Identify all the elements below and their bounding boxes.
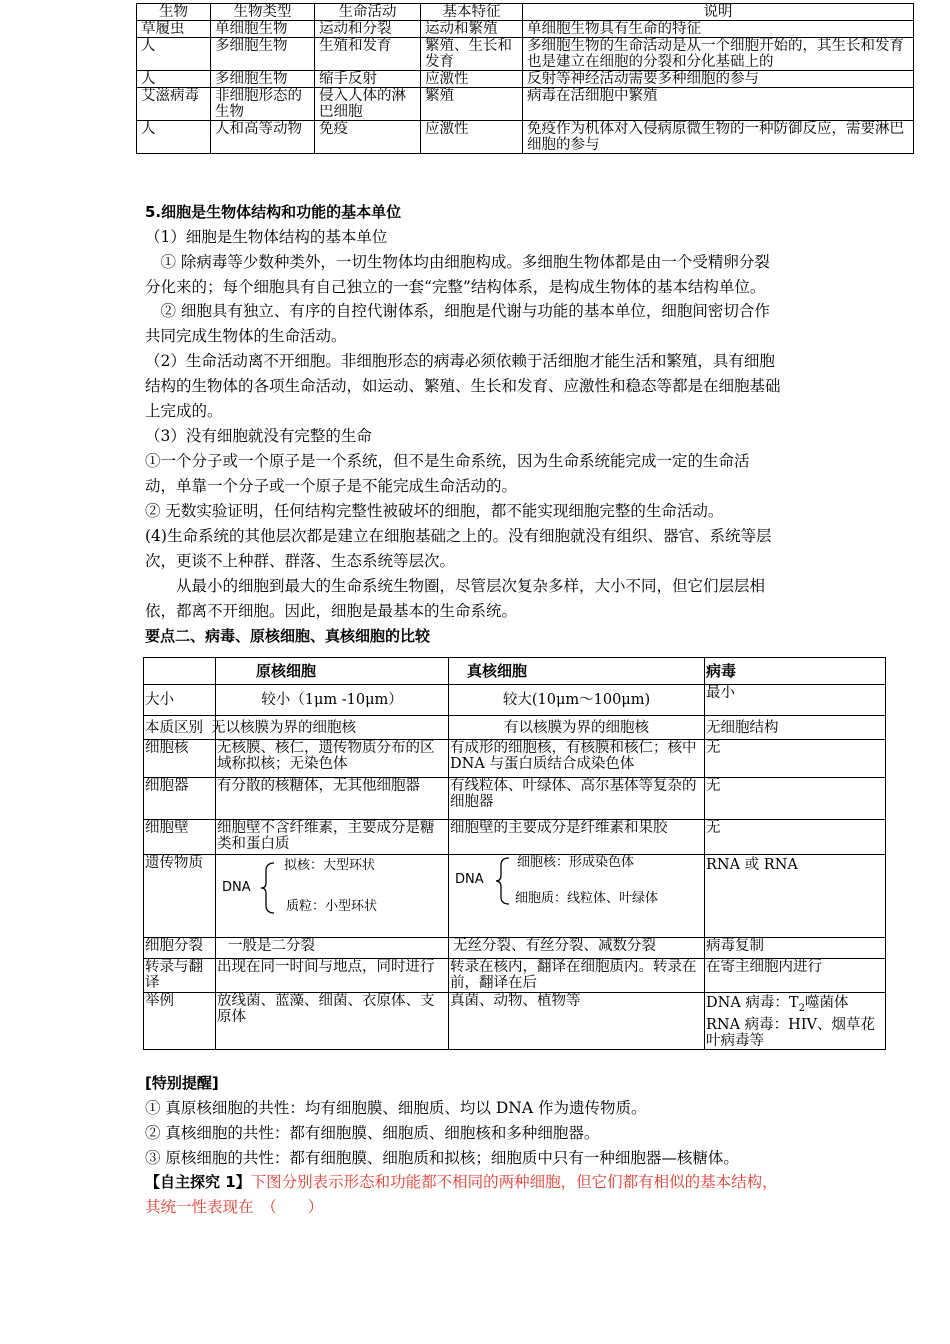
paragraph-line: 依，都离不开细胞。因此，细胞是最基本的生命系统。: [145, 602, 518, 620]
header-organism: 生物: [137, 4, 211, 21]
cell: 出现在同一时间与地点，同时进行: [216, 959, 449, 993]
paragraph-line: ①一个分子或一个原子是一个系统，但不是生命系统，因为生命系统能完成一定的生命活: [145, 452, 750, 470]
cell: 病毒在活细胞中繁殖: [523, 88, 914, 121]
header-eukaryote: 真核细胞: [449, 658, 705, 685]
header-note: 说明: [523, 4, 914, 21]
cell: 无丝分裂、有丝分裂、减数分裂: [449, 938, 705, 959]
cell: 真菌、动物、植物等: [449, 993, 705, 1050]
cell: 应激性: [421, 121, 523, 154]
cell: 多细胞生物: [211, 71, 315, 88]
cell: 无: [705, 820, 886, 855]
cell: 有分散的核糖体，无其他细胞器: [216, 778, 449, 820]
paragraph-line: ① 除病毒等少数种类外，一切生物体均由细胞构成。多细胞生物体都是由一个受精卵分裂: [145, 253, 770, 271]
table-row: [144, 820, 886, 855]
row-label: 转录与翻译: [144, 959, 216, 993]
header-virus: 病毒: [705, 658, 886, 685]
paragraph-line: 结构的生物体的各项生命活动，如运动、繁殖、生长和发育、应激性和稳态等都是在细胞基础: [145, 377, 781, 395]
row-label: 细胞器: [144, 778, 216, 820]
cell: 侵入人体的淋巴细胞: [315, 88, 421, 121]
cell: 草履虫: [137, 21, 211, 38]
cell: 病毒复制: [705, 938, 886, 959]
nucleus-text: 细胞核：形成染色体: [517, 855, 635, 870]
reminder-line: ③ 原核细胞的共性：都有细胞膜、细胞质和拟核；细胞质中只有一种细胞器—核糖体。: [145, 1149, 739, 1167]
paragraph-line: ② 无数实验证明，任何结构完整性被破坏的细胞，都不能实现细胞完整的生命活动。: [145, 502, 724, 520]
cell: 运动和分裂: [315, 21, 421, 38]
cell: 无以核膜为界的细胞核: [216, 716, 449, 740]
cell: 有成形的细胞核，有核膜和核仁；核中 DNA 与蛋白质结合成染色体: [449, 740, 705, 778]
table-row: [144, 740, 886, 778]
paragraph-line: 共同完成生物体的生命活动。: [145, 327, 347, 345]
cell: 有以核膜为界的细胞核: [449, 716, 705, 740]
cell: 应激性: [421, 71, 523, 88]
paragraph-line: （3）没有细胞就没有完整的生命: [145, 427, 372, 445]
cell: 免疫作为机体对入侵病原微生物的一种防御反应，需要淋巴细胞的参与: [523, 121, 914, 154]
cell: 繁殖: [421, 88, 523, 121]
cell: 转录在核内，翻译在细胞质内。转录在前，翻译在后: [449, 959, 705, 993]
paragraph-line: 从最小的细胞到最大的生命系统生物圈，尽管层次复杂多样，大小不同，但它们层层相: [145, 577, 766, 595]
header-type: 生物类型: [211, 4, 315, 21]
table-row: [137, 21, 914, 38]
diagram-box: [451, 855, 701, 911]
cell: 人: [137, 71, 211, 88]
cytoplasm-text: 细胞质：线粒体、叶绿体: [515, 891, 659, 906]
cell: 较小（1μm -10μm）: [216, 685, 449, 716]
paragraph-line: （1）细胞是生物体结构的基本单位: [145, 228, 388, 246]
cell: 生殖和发育: [315, 38, 421, 71]
cell: 单细胞生物: [211, 21, 315, 38]
table-row: [144, 993, 886, 1050]
table-row: [137, 88, 914, 121]
cell: 多细胞生物: [211, 38, 315, 71]
cell: 人和高等动物: [211, 121, 315, 154]
dna-label: DNA: [455, 872, 484, 887]
diagram-box: [218, 855, 446, 917]
row-label: 细胞壁: [144, 820, 216, 855]
eukaryote-dna-diagram: [449, 855, 705, 938]
reminder-heading: [特别提醒]: [145, 1074, 219, 1092]
header-feature: 基本特征: [421, 4, 523, 21]
cell: 繁殖、生长和发育: [421, 38, 523, 71]
cell: 细胞壁的主要成分是纤维素和果胶: [449, 820, 705, 855]
table-row: [144, 716, 886, 740]
subscript: 2: [798, 1002, 805, 1014]
table-header-row: [144, 658, 886, 685]
explore-label: 【自主探究 1】: [145, 1173, 251, 1191]
cell: 反射等神经活动需要多种细胞的参与: [523, 71, 914, 88]
dna-virus-prefix: DNA 病毒：T: [706, 995, 799, 1011]
row-label: 大小: [144, 685, 216, 716]
header-blank: [144, 658, 216, 685]
table-row: [144, 778, 886, 820]
cell: 运动和繁殖: [421, 21, 523, 38]
dna-label: DNA: [222, 880, 251, 895]
dna-virus-example: [706, 995, 884, 1017]
paragraph-line: 分化来的；每个细胞具有自己独立的一套“完整”结构体系，是构成生物体的基本结构单位。: [145, 278, 766, 296]
section-5-heading: 5.细胞是生物体结构和功能的基本单位: [145, 203, 402, 221]
nucleoid-text: 拟核：大型环状: [284, 858, 376, 873]
cell: 缩手反射: [315, 71, 421, 88]
virus-examples-cell: [705, 993, 886, 1050]
paragraph-line: 次，更谈不上种群、群落、生态系统等层次。: [145, 552, 456, 570]
plasmid-text: 质粒：小型环状: [286, 899, 378, 914]
prokaryote-dna-diagram: [216, 855, 449, 938]
rna-virus-example: RNA 病毒：HIV、烟草花叶病毒等: [706, 1016, 876, 1049]
table-row: [144, 855, 886, 938]
header-prokaryote: 原核细胞: [216, 658, 449, 685]
cell: 一般是二分裂: [216, 938, 449, 959]
cell-comparison-table: [143, 657, 886, 1050]
table-row: [144, 938, 886, 959]
table-row: [137, 121, 914, 154]
cell: 艾滋病毒: [137, 88, 211, 121]
table-row: [144, 685, 886, 716]
cell: 无核膜、核仁，遗传物质分布的区域称拟核；无染色体: [216, 740, 449, 778]
cell: 放线菌、蓝藻、细菌、衣原体、支原体: [216, 993, 449, 1050]
dna-virus-suffix: 噬菌体: [804, 995, 849, 1011]
point-2-heading: 要点二、病毒、原核细胞、真核细胞的比较: [145, 627, 431, 645]
explore-question: 下图分别表示形态和功能都不相同的两种细胞，但它们都有相似的基本结构，: [250, 1173, 778, 1191]
cell: 在寄主细胞内进行: [705, 959, 886, 993]
table-header-row: [137, 4, 914, 21]
header-activity: 生命活动: [315, 4, 421, 21]
paragraph-line: 上完成的。: [145, 402, 223, 420]
cell: 较大(10μm～100μm): [449, 685, 705, 716]
row-label: 细胞核: [144, 740, 216, 778]
curly-brace-icon: [495, 856, 513, 906]
cell: 多细胞生物的生命活动是从一个细胞开始的，其生长和发育也是建立在细胞的分裂和分化基础上的: [523, 38, 914, 71]
cell: 单细胞生物具有生命的特征: [523, 21, 914, 38]
curly-brace-icon: [260, 861, 278, 915]
cell: 免疫: [315, 121, 421, 154]
row-label: 遗传物质: [144, 855, 216, 938]
cell: 无细胞结构: [705, 716, 886, 740]
paragraph-line: (4)生命系统的其他层次都是建立在细胞基础之上的。没有细胞就没有组织、器官、系统等层: [145, 527, 772, 545]
cell: 无: [705, 778, 886, 820]
cell: 无: [705, 740, 886, 778]
reminder-line: ② 真核细胞的共性：都有细胞膜、细胞质、细胞核和多种细胞器。: [145, 1124, 600, 1142]
row-label: 细胞分裂: [144, 938, 216, 959]
explore-line-2: 其统一性表现在 （ ）: [145, 1198, 324, 1216]
row-label: 本质区别: [144, 716, 216, 740]
cell: 最小: [705, 685, 886, 716]
table-row: [137, 38, 914, 71]
paragraph-line: （2）生命活动离不开细胞。非细胞形态的病毒必须依赖于活细胞才能生活和繁殖，具有细胞: [145, 352, 775, 370]
explore-line-1: [145, 1170, 778, 1194]
cell: 人: [137, 38, 211, 71]
row-label: 举例: [144, 993, 216, 1050]
life-activity-table: [136, 3, 914, 154]
cell: 有线粒体、叶绿体、高尔基体等复杂的细胞器: [449, 778, 705, 820]
cell: RNA 或 RNA: [705, 855, 886, 938]
table-row: [144, 959, 886, 993]
cell: 非细胞形态的生物: [211, 88, 315, 121]
cell: 人: [137, 121, 211, 154]
paragraph-line: 动，单靠一个分子或一个原子是不能完成生命活动的。: [145, 477, 518, 495]
table-row: [137, 71, 914, 88]
reminder-line: ① 真原核细胞的共性：均有细胞膜、细胞质、均以 DNA 作为遗传物质。: [145, 1099, 647, 1117]
cell: 细胞壁不含纤维素，主要成分是糖类和蛋白质: [216, 820, 449, 855]
paragraph-line: ② 细胞具有独立、有序的自控代谢体系，细胞是代谢与功能的基本单位，细胞间密切合作: [145, 302, 770, 320]
